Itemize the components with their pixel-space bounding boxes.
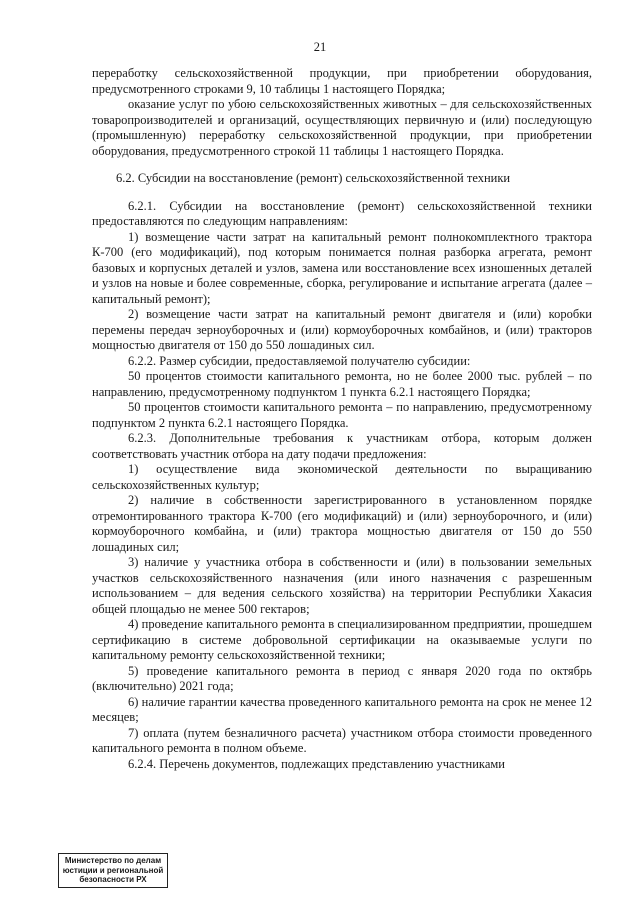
paragraph: 50 процентов стоимости капитального ремонта, но не более 2000 тыс. рублей – по направлению, предусмотренному подпунктом 1 пункта 6.2.1 настоящего Порядка; bbox=[92, 369, 592, 399]
paragraph: 1) возмещение части затрат на капитальный ремонт полнокомплектного трактора К-700 (его модификаций), под которым понимается полная разборка агрегата, ремонт базовых и корпусных деталей и узлов, замена или восстановление всех изношенных деталей и узлов на новые и более современные, сборка, регулирование и испытание агрегата (далее – капитальный ремонт); bbox=[92, 229, 592, 306]
stamp-line: юстиции и региональной bbox=[62, 865, 164, 875]
section-heading: 6.2. Субсидии на восстановление (ремонт) сельскохозяйственной техники bbox=[116, 171, 511, 185]
stamp-line: Министерство по делам bbox=[64, 856, 162, 865]
stamp-line: безопасности РХ bbox=[79, 875, 147, 884]
document-body bbox=[92, 66, 592, 772]
paragraph: 6.2.2. Размер субсидии, предоставляемой получателю субсидии: bbox=[128, 353, 471, 368]
paragraph: 6.2.4. Перечень документов, подлежащих представлению участниками bbox=[128, 756, 505, 771]
paragraph: 2) наличие в собственности зарегистрированного в установленном порядке отремонтированного трактора К-700 (его модификаций) и (или) зерноуборочного, и (или) кормоуборочного комбайна, и (или) трактора мощностью двигателя от 150 до 550 лошадиных сил; bbox=[92, 493, 592, 554]
paragraph: 6.2.1. Субсидии на восстановление (ремонт) сельскохозяйственной техники предоставляются по следующим направлениям: bbox=[92, 198, 592, 228]
paragraph: переработку сельскохозяйственной продукции, при приобретении оборудования, предусмотренного строками 9, 10 таблицы 1 настоящего Порядка; bbox=[92, 66, 592, 96]
paragraph: 4) проведение капитального ремонта в специализированном предприятии, прошедшем сертификацию в системе добровольной сертификации на оказываемые услуги по капитальному ремонту сельскохозяйственной техники; bbox=[92, 617, 592, 662]
paragraph: 2) возмещение части затрат на капитальный ремонт двигателя и (или) коробки перемены передач зерноуборочных и (или) кормоуборочных комбайнов, и (или) тракторов мощностью двигателя от 150 до 550 лошадиных сил. bbox=[92, 307, 592, 352]
paragraph: 6.2.3. Дополнительные требования к участникам отбора, которым должен соответствовать участник отбора на дату подачи предложения: bbox=[92, 431, 592, 461]
ministry-stamp bbox=[58, 853, 168, 888]
paragraph: 5) проведение капитального ремонта в период с января 2020 года по октябрь (включительно) 2021 года; bbox=[92, 663, 592, 693]
paragraph: 3) наличие у участника отбора в собственности и (или) в пользовании земельных участков сельскохозяйственного назначения (или иного назначения с разрешенным использованием – для ведения сельского хозяйства) на территории Республики Хакасия общей площадью не менее 500 гектаров; bbox=[92, 555, 592, 616]
paragraph: 50 процентов стоимости капитального ремонта – по направлению, предусмотренному подпунктом 2 пункта 6.2.1 настоящего Порядка. bbox=[92, 400, 592, 430]
page-number: 21 bbox=[313, 40, 327, 54]
paragraph: 7) оплата (путем безналичного расчета) участником отбора стоимости проведенного капитального ремонта в полном объеме. bbox=[92, 725, 592, 755]
paragraph: 6) наличие гарантии качества проведенного капитального ремонта на срок не менее 12 месяцев; bbox=[92, 694, 592, 724]
paragraph: оказание услуг по убою сельскохозяйственных животных – для сельскохозяйственных товаропроизводителей и организаций, осуществляющих первичную и (или) последующую (промышленную) переработку сельскохозяйственной продукции, при приобретении оборудования, предусмотренного строкой 11 таблицы 1 настоящего Порядка. bbox=[92, 97, 592, 158]
paragraph: 1) осуществление вида экономической деятельности по выращиванию сельскохозяйственных культур; bbox=[92, 462, 592, 492]
